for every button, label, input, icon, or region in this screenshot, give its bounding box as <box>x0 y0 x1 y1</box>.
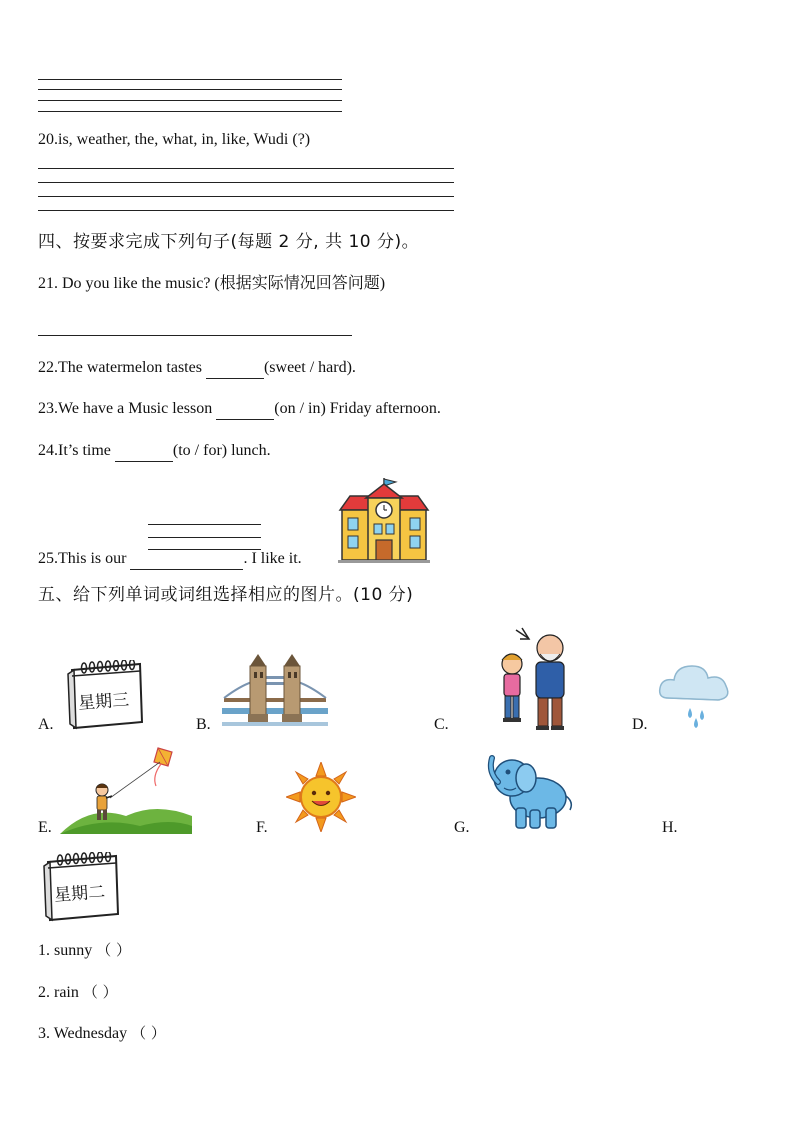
question-20: 20.is, weather, the, what, in, like, Wudi (?) <box>38 131 311 148</box>
question-22-after: (sweet / hard). <box>263 359 356 376</box>
section-5-heading: 五、给下列单词或词组选择相应的图片。(10 分) <box>38 585 414 605</box>
answer-blank[interactable] <box>216 399 274 420</box>
answer-blank[interactable] <box>115 441 173 462</box>
calendar-a-text: 星期三 <box>77 690 130 714</box>
rain-cloud-icon <box>656 658 732 730</box>
match-item <box>38 1023 166 1044</box>
kite-flying-icon <box>60 746 192 834</box>
match-item-text: 2. rain <box>38 984 79 1001</box>
tower-bridge-icon <box>222 652 328 726</box>
answer-line <box>148 524 261 525</box>
question-23-before: 23.We have a Music lesson <box>38 400 217 417</box>
answer-line <box>38 210 454 211</box>
question-21: 21. Do you like the music? (根据实际情况回答问题) <box>38 275 386 292</box>
option-d-label: D. <box>632 716 648 733</box>
answer-paren[interactable]: （ ） <box>131 1024 166 1042</box>
question-24 <box>38 441 271 462</box>
option-e-label: E. <box>38 819 52 836</box>
match-item-text: 1. sunny <box>38 942 93 959</box>
elephant-icon <box>486 752 574 832</box>
option-c-label: C. <box>434 716 449 733</box>
answer-line <box>38 89 342 90</box>
option-g-label: G. <box>454 819 470 836</box>
question-24-after: (to / for) lunch. <box>172 442 271 459</box>
answer-line <box>38 111 342 112</box>
answer-line <box>38 196 454 197</box>
answer-line <box>148 537 261 538</box>
question-23-after: (on / in) Friday afternoon. <box>274 400 441 417</box>
answer-line <box>38 100 342 101</box>
question-22 <box>38 358 356 379</box>
question-22-before: 22.The watermelon tastes <box>38 359 206 376</box>
calendar-h-text: 星期二 <box>53 882 106 906</box>
calendar-icon <box>62 660 146 730</box>
option-f-label: F. <box>256 819 268 836</box>
school-icon <box>336 476 432 564</box>
boy-and-grandpa-icon <box>494 624 584 732</box>
match-item <box>38 982 118 1003</box>
answer-line <box>38 182 454 183</box>
question-25 <box>38 549 302 570</box>
answer-line <box>38 79 342 80</box>
answer-line <box>38 335 352 336</box>
question-25-after: . I like it. <box>243 550 302 567</box>
answer-paren[interactable]: （ ） <box>96 941 132 959</box>
match-item <box>38 940 131 961</box>
answer-line <box>38 168 454 169</box>
section-4-heading: 四、按要求完成下列句子(每题 2 分, 共 10 分)。 <box>38 232 420 252</box>
option-h-label: H. <box>662 819 678 836</box>
match-item-text: 3. Wednesday <box>38 1025 128 1042</box>
question-24-before: 24.It’s time <box>38 442 115 459</box>
sun-icon <box>286 762 356 832</box>
answer-blank[interactable] <box>130 549 243 570</box>
question-23 <box>38 399 441 420</box>
option-b-label: B. <box>196 716 211 733</box>
question-25-before: 25.This is our <box>38 550 131 567</box>
option-a-label: A. <box>38 716 54 733</box>
answer-paren[interactable]: （ ） <box>82 983 118 1001</box>
answer-blank[interactable] <box>206 358 264 379</box>
calendar-icon <box>38 852 122 922</box>
